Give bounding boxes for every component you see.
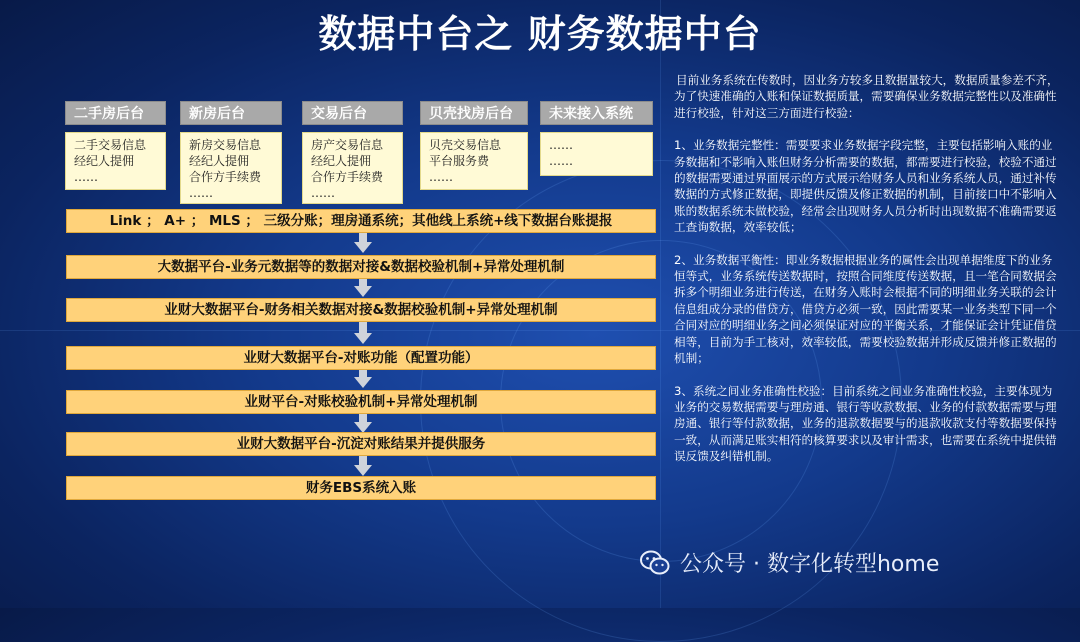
flow-step-2: 业财大数据平台-财务相关数据对接&数据校验机制+异常处理机制 bbox=[66, 298, 656, 322]
source-line: 合作方手续费 bbox=[311, 170, 384, 184]
source-header-2: 交易后台 bbox=[302, 101, 403, 125]
source-line: …… bbox=[311, 186, 335, 200]
page-title: 数据中台之 财务数据中台 bbox=[318, 12, 762, 56]
source-box-3 bbox=[420, 132, 528, 190]
down-arrow-icon bbox=[354, 333, 372, 344]
down-arrow-icon bbox=[354, 286, 372, 297]
source-header-0: 二手房后台 bbox=[65, 101, 166, 125]
source-line: 新房交易信息 bbox=[189, 138, 262, 152]
source-header-1: 新房后台 bbox=[180, 101, 282, 125]
source-line: 房产交易信息 bbox=[311, 138, 384, 152]
source-line: 二手交易信息 bbox=[74, 138, 147, 152]
source-line: 经纪人提佣 bbox=[74, 154, 135, 168]
flow-step-1: 大数据平台-业务元数据等的数据对接&数据校验机制+异常处理机制 bbox=[66, 255, 656, 279]
watermark bbox=[640, 547, 939, 583]
watermark-text: 公众号 · 数字化转型home bbox=[680, 552, 940, 577]
source-line: 经纪人提佣 bbox=[311, 154, 372, 168]
source-line: …… bbox=[429, 170, 453, 184]
source-line: 平台服务费 bbox=[429, 154, 490, 168]
down-arrow-icon bbox=[354, 242, 372, 253]
accuracy-paragraph: 3、系统之间业务准确性校验：目前系统之间业务准确性校验，主要体现为业务的交易数据需要与理房通、银行等收款数据、业务的付款数据需要与理房通、银行等付款数据，业务的退款数据要与的退款收款支付等数据要保持一致，从而满足账实相符的核算要求以及审计需求，也需要在系统中提供错误反馈及纠错机制。 bbox=[674, 383, 1057, 464]
source-line: …… bbox=[549, 138, 573, 152]
source-box-2 bbox=[302, 132, 403, 204]
flow-step-5: 业财大数据平台-沉淀对账结果并提供服务 bbox=[66, 432, 656, 456]
source-line: 合作方手续费 bbox=[189, 170, 262, 184]
source-line: …… bbox=[189, 186, 213, 200]
source-box-0 bbox=[65, 132, 166, 190]
source-line: …… bbox=[74, 170, 98, 184]
flow-step-3: 业财大数据平台-对账功能（配置功能） bbox=[66, 346, 656, 370]
intro-paragraph: 目前业务系统在传数时，因业务方较多且数据量较大，数据质量参差不齐，为了快速准确的入账和保证数据质量，需要确保业务数据完整性以及准确性进行校验，针对这三方面进行校验： bbox=[674, 73, 1059, 120]
description-panel bbox=[674, 72, 1060, 481]
source-header-4: 未来接入系统 bbox=[540, 101, 653, 125]
flow-step-0: Link ； A+ ； MLS ； 三级分账；理房通系统；其他线上系统+线下数据台账提报 bbox=[66, 209, 656, 233]
flow-step-6: 财务EBS系统入账 bbox=[66, 476, 656, 500]
balance-paragraph: 2、业务数据平衡性：即业务数据根据业务的属性会出现单据维度下的业务恒等式，业务系统传送数据时，按照合同维度传送数据，且一笔合同数据会拆多个明细业务进行传送，在财务入账时会根据不同的明细业务关联的会计信息组成分录的借贷方，借贷方必须一致，因此需要某一业务类型下同一个合同对应的明细业务之间必须保证对应的平衡关系，才能保证会计凭证借贷相等，目前为手工核对，效率较低，需要校验数据并形成反馈并修正数据的机制； bbox=[674, 252, 1057, 366]
deco-line bbox=[660, 0, 661, 608]
flow-step-4: 业财平台-对账校验机制+异常处理机制 bbox=[66, 390, 656, 414]
wechat-icon bbox=[640, 550, 670, 576]
source-header-3: 贝壳找房后台 bbox=[420, 101, 528, 125]
down-arrow-icon bbox=[354, 377, 372, 388]
down-arrow-icon bbox=[354, 465, 372, 476]
source-line: 贝壳交易信息 bbox=[429, 138, 502, 152]
completeness-paragraph: 1、业务数据完整性：需要要求业务数据字段完整，主要包括影响入账的业务数据和不影响入账但财务分析需要的数据，都需要进行校验，校验不通过的数据需要通过界面展示的方式展示给财务人员和业务系统人员，通过补传数据的方式修正数据，即提供反馈及修正数据的机制，目前接口中不影响入账的数据系统未做校验，经常会出现财务人员分析时出现数据不准确需要返工查询数据，效率较低； bbox=[674, 138, 1057, 235]
source-line: …… bbox=[549, 154, 573, 168]
source-box-4 bbox=[540, 132, 653, 176]
source-box-1 bbox=[180, 132, 282, 204]
source-line: 经纪人提佣 bbox=[189, 154, 250, 168]
